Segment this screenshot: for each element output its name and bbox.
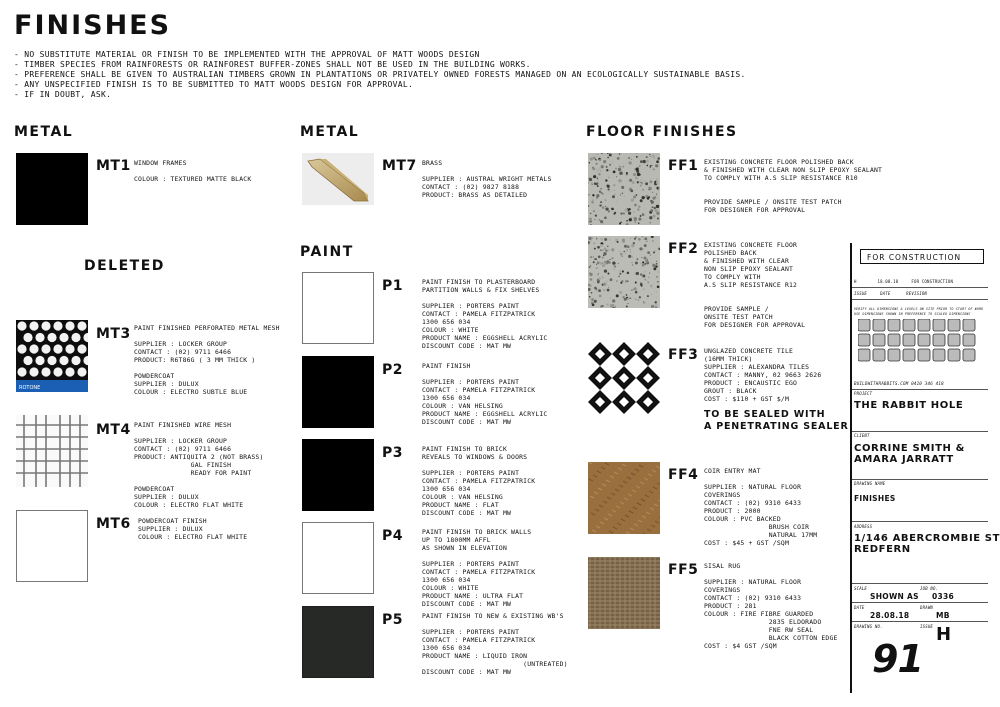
note-line: - TIMBER SPECIES FROM RAINFORESTS OR RAINFOREST BUFFER-ZONES SHALL NOT BE USED IN THE BUILDING WORKS. (14, 60, 531, 69)
note-line: - IF IN DOUBT, ASK. (14, 90, 112, 99)
p5-code: P5 (382, 612, 404, 628)
address-label: ADDRESS (854, 524, 873, 529)
project-label: PROJECT (854, 391, 873, 396)
scale-value: SHOWN AS (870, 592, 919, 601)
note-line: - ANY UNSPECIFIED FINISH IS TO BE SUBMITTED TO MATT WOODS DESIGN FOR APPROVAL. (14, 80, 414, 89)
mt1-swatch (16, 153, 88, 225)
mt6-code: MT6 (96, 516, 131, 532)
job-number: 0336 (932, 592, 955, 601)
general-notes (14, 50, 874, 100)
metal-heading: METAL (14, 124, 74, 140)
drawn-value: MB (936, 611, 950, 620)
address: 1/146 ABERCROMBIE ST REDFERN (854, 533, 1000, 555)
p1-swatch (302, 272, 374, 344)
issue-value: H (936, 624, 952, 645)
ff1-code: FF1 (668, 158, 699, 174)
date-label: DATE (854, 605, 865, 610)
ff3-swatch (588, 342, 660, 414)
mt4-swatch (16, 415, 88, 487)
p4-code: P4 (382, 528, 404, 544)
drawing-no-label: DRAWING NO. (854, 624, 883, 629)
status-badge: FOR CONSTRUCTION (860, 249, 984, 264)
mt3-code: MT3 (96, 326, 131, 342)
p4-swatch (302, 522, 374, 594)
ff2-swatch (588, 236, 660, 308)
issue-label: ISSUE (920, 624, 934, 629)
ff5-code: FF5 (668, 562, 699, 578)
p4-desc: PAINT FINISH TO BRICK WALLS UP TO 1800MM AFFL AS SHOWN IN ELEVATION SUPPLIER : PORTERS PAINT CONTACT : PAMELA FITZPATRICK 1300 656 034 COLOUR : WHITE PRODUCT NAME : ULTRA FLAT DISCOUNT CODE : MAT MW (422, 528, 536, 608)
mt3-desc: PAINT FINISHED PERFORATED METAL MESH SUPPLIER : LOCKER GROUP CONTACT : (02) 9711 6466 PRODUCT: R6T86G ( 3 MM THICK ) POWDERCOAT SUPPLIER : DULUX COLOUR : ELECTRO SUBTLE BLUE (134, 324, 280, 396)
date-value: 28.08.18 (870, 611, 910, 620)
ff3-desc: UNGLAZED CONCRETE TILE (16MM THICK) SUPPLIER : ALEXANDRA TILES CONTACT : MANNY, 02 9663 2626 PRODUCT : ENCAUSTIC EGO GROUT : BLACK COST : $110 + GST $/M (704, 347, 822, 403)
p2-desc: PAINT FINISH SUPPLIER : PORTERS PAINT CONTACT : PAMELA FITZPATRICK 1300 656 034 COLOUR : VAN HELSING PRODUCT NAME : EGGSHELL ACRYLIC DISCOUNT CODE : MAT MW (422, 362, 548, 426)
ff1-desc: EXISTING CONCRETE FLOOR POLISHED BACK & FINISHED WITH CLEAR NON SLIP EPOXY SEALANT TO COMPLY WITH A.S SLIP RESISTANCE R10 PROVIDE SAMPLE / ONSITE TEST PATCH FOR DESIGNER FOR APPROVAL (704, 158, 883, 214)
fine-print: VERIFY ALL DIMENSIONS & LEVELS ON SITE PRIOR TO START OF WORK USE DIMENSIONS SHOWN IN PREFERENCE TO SCALED DIMENSIONS (854, 307, 984, 316)
sealer-note: TO BE SEALED WITH A PENETRATING SEALER (704, 409, 849, 432)
mt6-desc: POWDERCOAT FINISH SUPPLIER : DULUX COLOUR : ELECTRO FLAT WHITE (138, 517, 248, 541)
mt7-swatch (302, 153, 374, 205)
paint-heading: PAINT (300, 244, 354, 260)
project-name: THE RABBIT HOLE (854, 400, 964, 411)
matt-woods-logo (858, 319, 978, 367)
client-label: CLIENT (854, 433, 870, 438)
mt6-swatch (16, 510, 88, 582)
drawing-number: 91 (872, 637, 923, 681)
p2-code: P2 (382, 362, 404, 378)
p3-swatch (302, 439, 374, 511)
p5-swatch (302, 606, 374, 678)
ff4-desc: COIR ENTRY MAT SUPPLIER : NATURAL FLOOR COVERINGS CONTACT : (02) 9310 6433 PRODUCT : 2000 COLOUR : PVC BACKED BRUSH COIR NATURAL 17MM COST : $45 + GST /SQM (704, 467, 818, 547)
mt3-swatch (16, 320, 88, 392)
ff5-swatch (588, 557, 660, 629)
metal-heading-2: METAL (300, 124, 360, 140)
page-title: FINISHES (14, 10, 172, 41)
title-block (850, 243, 1000, 693)
p1-code: P1 (382, 278, 404, 294)
drawing-name: FINISHES (854, 494, 896, 503)
mt7-desc: BRASS SUPPLIER : AUSTRAL WRIGHT METALS CONTACT : (02) 9827 8188 PRODUCT: BRASS AS DETAILED (422, 159, 552, 199)
ff2-code: FF2 (668, 241, 699, 257)
mt7-code: MT7 (382, 158, 417, 174)
p3-desc: PAINT FINISH TO BRICK REVEALS TO WINDOWS & DOORS SUPPLIER : PORTERS PAINT CONTACT : PAMELA FITZPATRICK 1300 656 034 COLOUR : VAN HELSING PRODUCT NAME : FLAT DISCOUNT CODE : MAT MW (422, 445, 536, 517)
floor-finishes-heading: FLOOR FINISHES (586, 124, 738, 140)
contact-line: BUILDWITHRABBITS.COM 0410 346 418 (854, 381, 944, 386)
mt4-desc: PAINT FINISHED WIRE MESH SUPPLIER : LOCKER GROUP CONTACT : (02) 9711 6466 PRODUCT: ANTIQUITA 2 (NOT BRASS) GAL FINISH READY FOR PAINT POWDERCOAT SUPPLIER : DULUX COLOUR : ELECTRO FLAT WHITE (134, 421, 264, 509)
p1-desc: PAINT FINISH TO PLASTERBOARD PARTITION WALLS & FIX SHELVES SUPPLIER : PORTERS PAINT CONTACT : PAMELA FITZPATRICK 1300 656 034 COLOUR : WHITE PRODUCT NAME : EGGSHELL ACRYLIC DISCOUNT CODE : MAT MW (422, 278, 548, 350)
ff3-code: FF3 (668, 347, 699, 363)
mt1-code: MT1 (96, 158, 131, 174)
ff4-code: FF4 (668, 467, 699, 483)
issue-header: ISSUE DATE REVISION (854, 291, 928, 296)
note-line: - NO SUBSTITUTE MATERIAL OR FINISH TO BE IMPLEMENTED WITH THE APPROVAL OF MATT WOODS DESIGN (14, 50, 480, 59)
ff5-desc: SISAL RUG SUPPLIER : NATURAL FLOOR COVERINGS CONTACT : (02) 9310 6433 PRODUCT : 281 COLOUR : FIRE FIBRE GUARDED 2835 ELDORADO FNE RW SEAL BLACK COTTON EDGE COST : $4 GST /SQM (704, 562, 838, 650)
p2-swatch (302, 356, 374, 428)
job-label: JOB NO. (920, 586, 939, 591)
mt4-code: MT4 (96, 422, 131, 438)
mt1-desc: WINDOW FRAMES COLOUR : TEXTURED MATTE BLACK (134, 159, 252, 183)
ff4-swatch (588, 462, 660, 534)
p5-desc: PAINT FINISH TO NEW & EXISTING WB'S SUPPLIER : PORTERS PAINT CONTACT : PAMELA FITZPATRICK 1300 656 034 PRODUCT NAME : LIQUID IRON (UNTREATED) DISCOUNT CODE : MAT MW (422, 612, 568, 676)
deleted-label: DELETED (84, 258, 165, 274)
issue-row: H 18.08.18 FOR CONSTRUCTION (854, 279, 954, 284)
svg-text:ROTONE: ROTONE (19, 385, 41, 391)
client-name: CORRINE SMITH & AMARA JARRATT (854, 443, 965, 465)
drawing-name-label: DRAWING NAME (854, 481, 886, 486)
note-line: - PREFERENCE SHALL BE GIVEN TO AUSTRALIAN TIMBERS GROWN IN PLANTATIONS OR PRIVATELY OWNED FORESTS MANAGED ON AN ECOLOGICALLY SUSTAINABLE BASIS. (14, 70, 746, 79)
p3-code: P3 (382, 445, 404, 461)
drawn-label: DRAWN (920, 605, 934, 610)
scale-label: SCALE (854, 586, 868, 591)
ff1-swatch (588, 153, 660, 225)
ff2-desc: EXISTING CONCRETE FLOOR POLISHED BACK & FINISHED WITH CLEAR NON SLIP EPOXY SEALANT TO COMPLY WITH A.S SLIP RESISTANCE R12 PROVIDE SAMPLE / ONSITE TEST PATCH FOR DESIGNER FOR APPROVAL (704, 241, 806, 329)
